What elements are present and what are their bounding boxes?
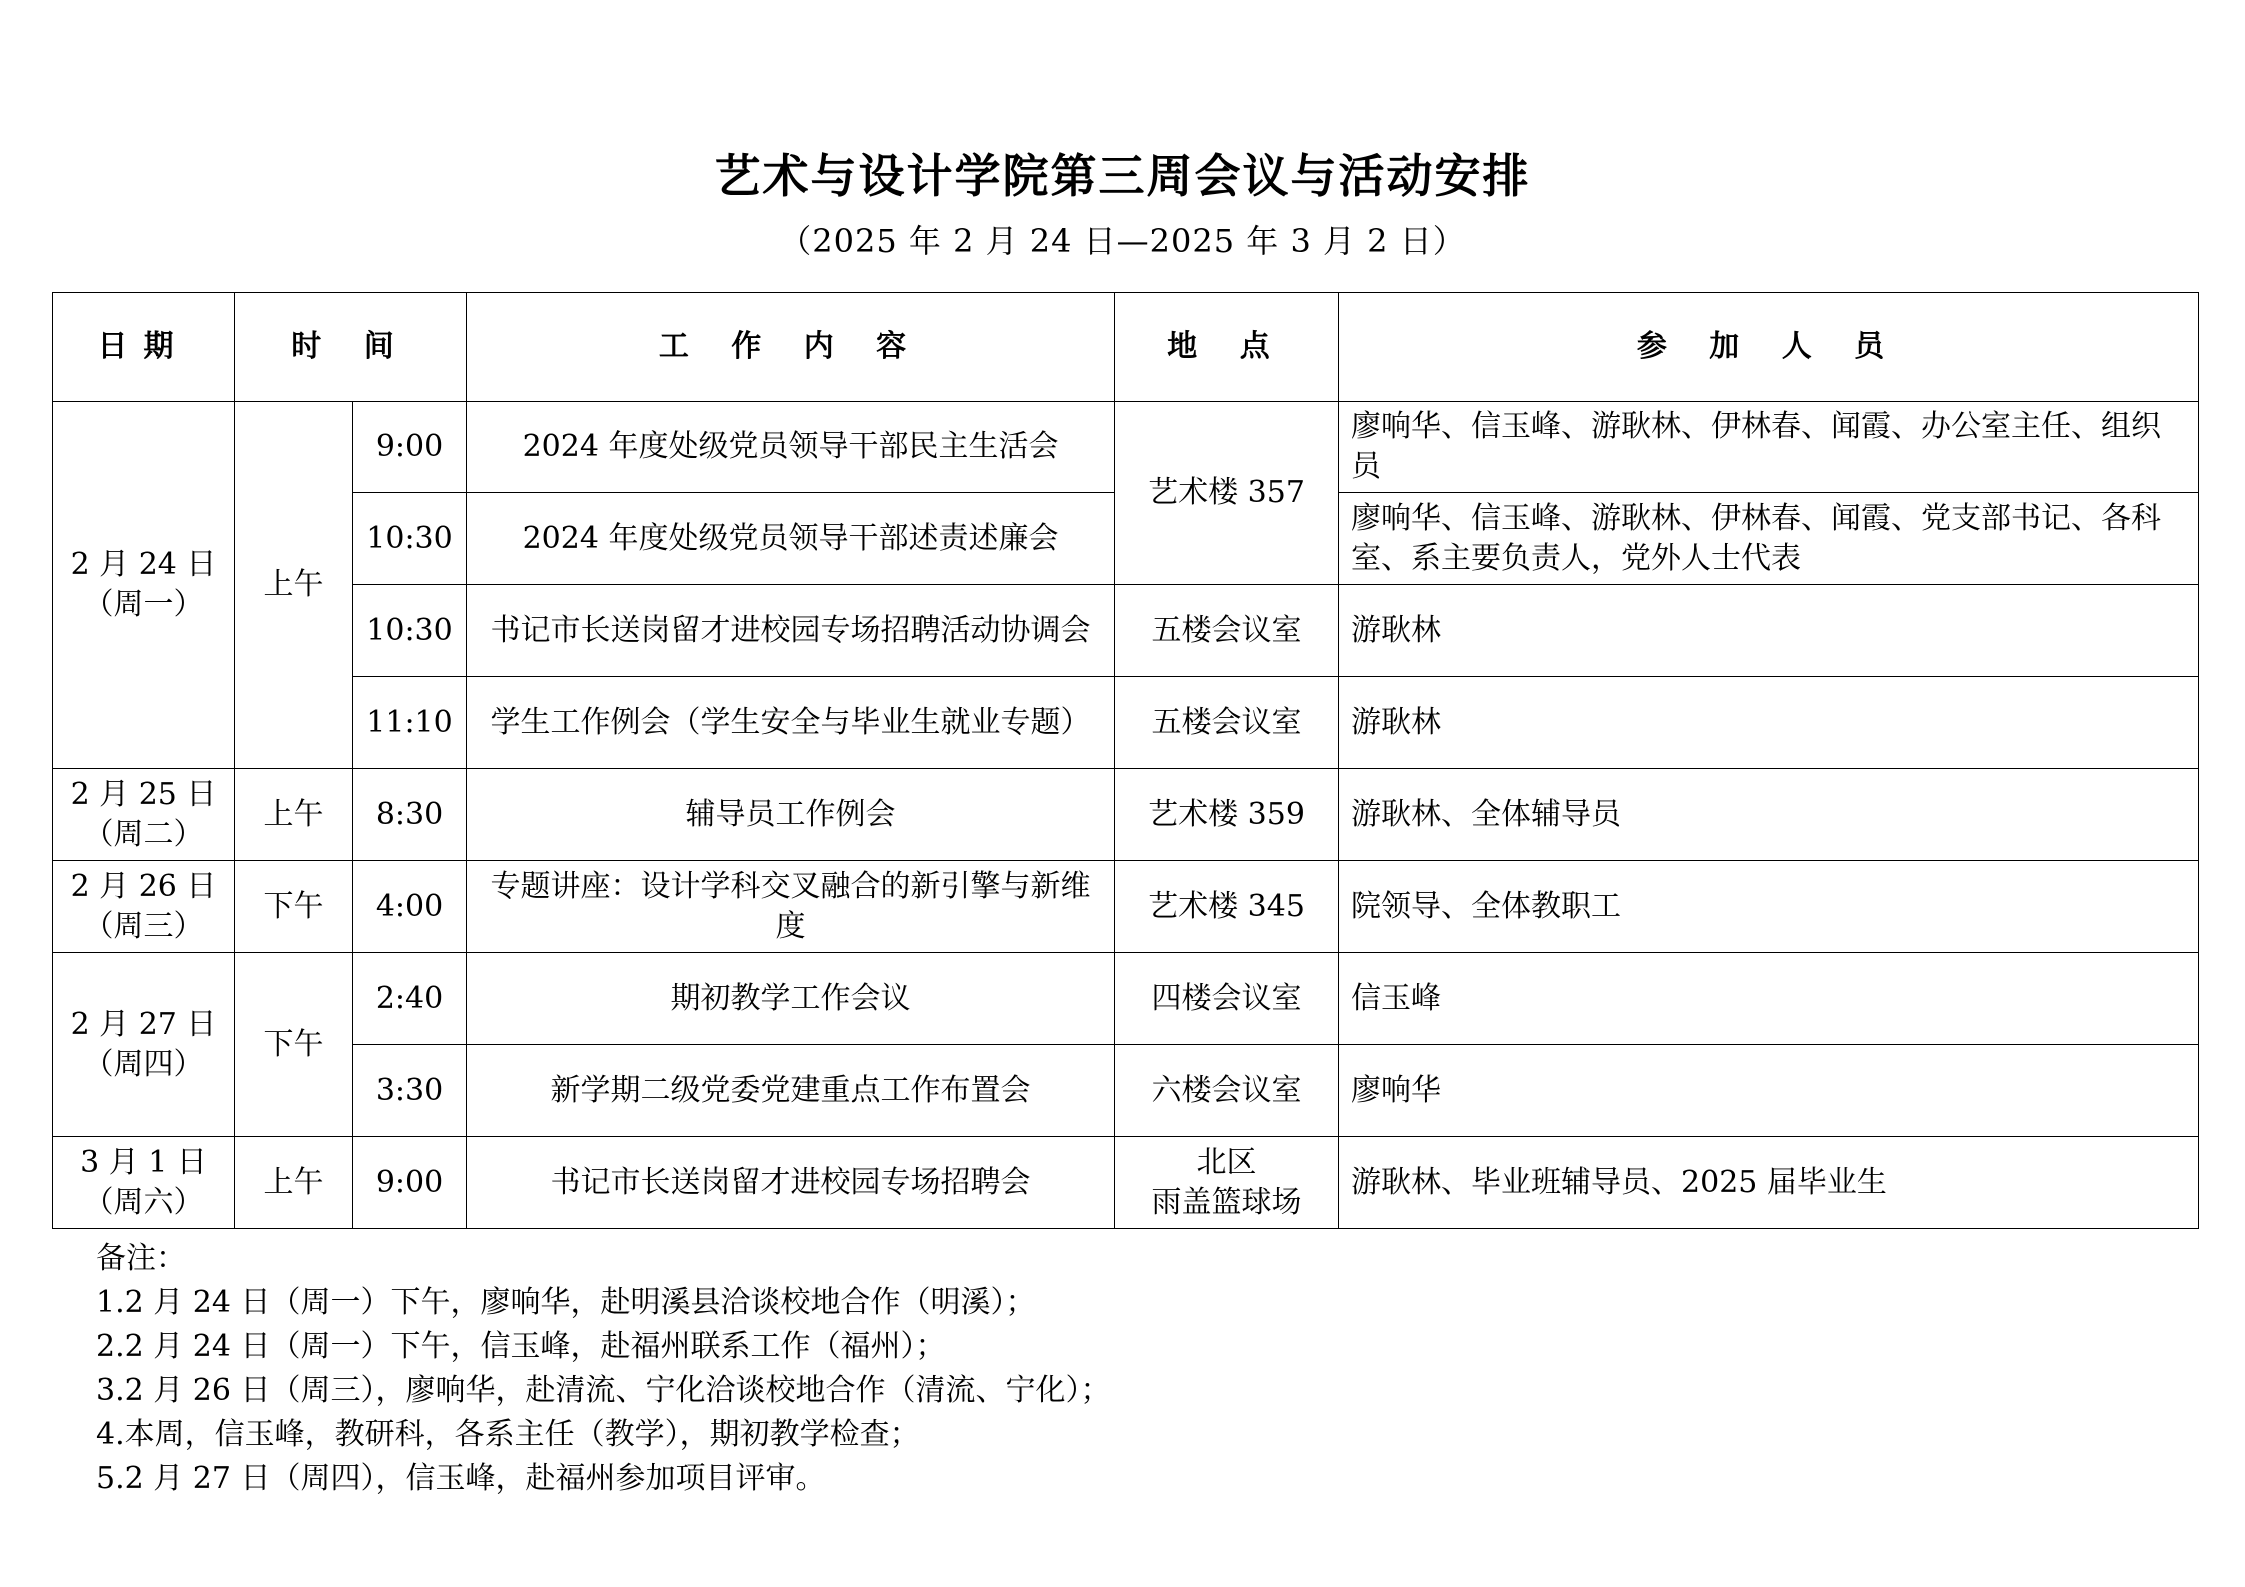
table-row [53, 1137, 2199, 1229]
date-label: 3 月 1 日 [80, 1144, 207, 1180]
notes-section [96, 1237, 1111, 1501]
people-cell: 廖响华 [1339, 1045, 2199, 1137]
time-cell: 9:00 [353, 402, 467, 493]
header-place: 地 点 [1115, 293, 1339, 402]
content-cell: 辅导员工作例会 [467, 769, 1115, 861]
people-cell: 游耿林、全体辅导员 [1339, 769, 2199, 861]
note-item: 3.2 月 26 日（周三），廖响华，赴清流、宁化洽谈校地合作（清流、宁化）； [96, 1373, 1111, 1408]
place-cell: 五楼会议室 [1115, 677, 1339, 769]
date-label: 2 月 25 日 [70, 776, 217, 812]
notes-heading: 备注： [96, 1241, 186, 1276]
weekday-label: （周一） [83, 587, 204, 622]
period-cell: 上午 [235, 769, 353, 861]
header-content: 工 作 内 容 [467, 293, 1115, 402]
people-cell: 院领导、全体教职工 [1339, 861, 2199, 953]
period-cell: 上午 [235, 1137, 353, 1229]
content-cell: 书记市长送岗留才进校园专场招聘活动协调会 [467, 585, 1115, 677]
note-item: 2.2 月 24 日（周一）下午，信玉峰，赴福州联系工作（福州）； [96, 1329, 946, 1364]
table-row [53, 861, 2199, 953]
place-cell: 艺术楼 345 [1115, 861, 1339, 953]
people-cell: 游耿林 [1339, 585, 2199, 677]
time-cell: 8:30 [353, 769, 467, 861]
weekday-label: （周四） [83, 1046, 204, 1082]
weekday-label: （周二） [83, 816, 204, 852]
content-cell: 2024 年度处级党员领导干部民主生活会 [467, 402, 1115, 493]
time-cell: 2:40 [353, 953, 467, 1045]
time-cell: 10:30 [353, 493, 467, 585]
note-item: 5.2 月 27 日（周四），信玉峰，赴福州参加项目评审。 [96, 1461, 826, 1496]
table-row [53, 402, 2199, 493]
period-cell: 下午 [235, 861, 353, 953]
date-label: 2 月 24 日 [70, 547, 217, 582]
header-people: 参 加 人 员 [1339, 293, 2199, 402]
content-cell: 新学期二级党委党建重点工作布置会 [467, 1045, 1115, 1137]
period-cell: 上午 [235, 402, 353, 769]
weekday-label: （周三） [83, 908, 204, 944]
time-cell: 10:30 [353, 585, 467, 677]
content-cell: 2024 年度处级党员领导干部述责述廉会 [467, 493, 1115, 585]
people-cell: 廖响华、信玉峰、游耿林、伊林春、闻霞、党支部书记、各科室、系主要负责人，党外人士代表 [1339, 493, 2199, 585]
header-row [53, 293, 2199, 402]
time-cell: 11:10 [353, 677, 467, 769]
weekday-label: （周六） [83, 1184, 204, 1220]
note-item: 1.2 月 24 日（周一）下午，廖响华，赴明溪县洽谈校地合作（明溪）； [96, 1285, 1036, 1320]
place-cell: 五楼会议室 [1115, 585, 1339, 677]
note-item: 4.本周，信玉峰，教研科，各系主任（教学），期初教学检查； [96, 1417, 920, 1452]
table-row [53, 1045, 2199, 1137]
date-cell [53, 1137, 235, 1229]
content-cell: 专题讲座：设计学科交叉融合的新引擎与新维度 [467, 861, 1115, 953]
place-cell: 四楼会议室 [1115, 953, 1339, 1045]
content-cell: 学生工作例会（学生安全与毕业生就业专题） [467, 677, 1115, 769]
period-cell: 下午 [235, 953, 353, 1137]
place-cell [1115, 1137, 1339, 1229]
header-date: 日期 [53, 293, 235, 402]
people-cell: 游耿林、毕业班辅导员、2025 届毕业生 [1339, 1137, 2199, 1229]
place-cell: 艺术楼 359 [1115, 769, 1339, 861]
content-cell: 书记市长送岗留才进校园专场招聘会 [467, 1137, 1115, 1229]
place-cell: 艺术楼 357 [1115, 402, 1339, 585]
people-cell: 廖响华、信玉峰、游耿林、伊林春、闻霞、办公室主任、组织员 [1339, 402, 2199, 493]
people-cell: 游耿林 [1339, 677, 2199, 769]
time-cell: 4:00 [353, 861, 467, 953]
table-row [53, 585, 2199, 677]
page-title: 艺术与设计学院第三周会议与活动安排 [714, 149, 1531, 203]
date-range-subtitle: （2025 年 2 月 24 日—2025 年 3 月 2 日） [779, 222, 1466, 260]
time-cell: 9:00 [353, 1137, 467, 1229]
date-cell [53, 769, 235, 861]
header-time: 时 间 [235, 293, 467, 402]
place-line: 北区 [1196, 1144, 1257, 1180]
date-cell [53, 953, 235, 1137]
time-cell: 3:30 [353, 1045, 467, 1137]
place-line: 雨盖篮球场 [1151, 1184, 1302, 1220]
date-cell [53, 402, 235, 769]
date-label: 2 月 27 日 [70, 1006, 217, 1042]
people-cell: 信玉峰 [1339, 953, 2199, 1045]
table-row [53, 769, 2199, 861]
table-row [53, 953, 2199, 1045]
date-label: 2 月 26 日 [70, 868, 217, 904]
date-cell [53, 861, 235, 953]
schedule-table [52, 292, 2199, 1229]
place-cell: 六楼会议室 [1115, 1045, 1339, 1137]
content-cell: 期初教学工作会议 [467, 953, 1115, 1045]
table-row [53, 677, 2199, 769]
